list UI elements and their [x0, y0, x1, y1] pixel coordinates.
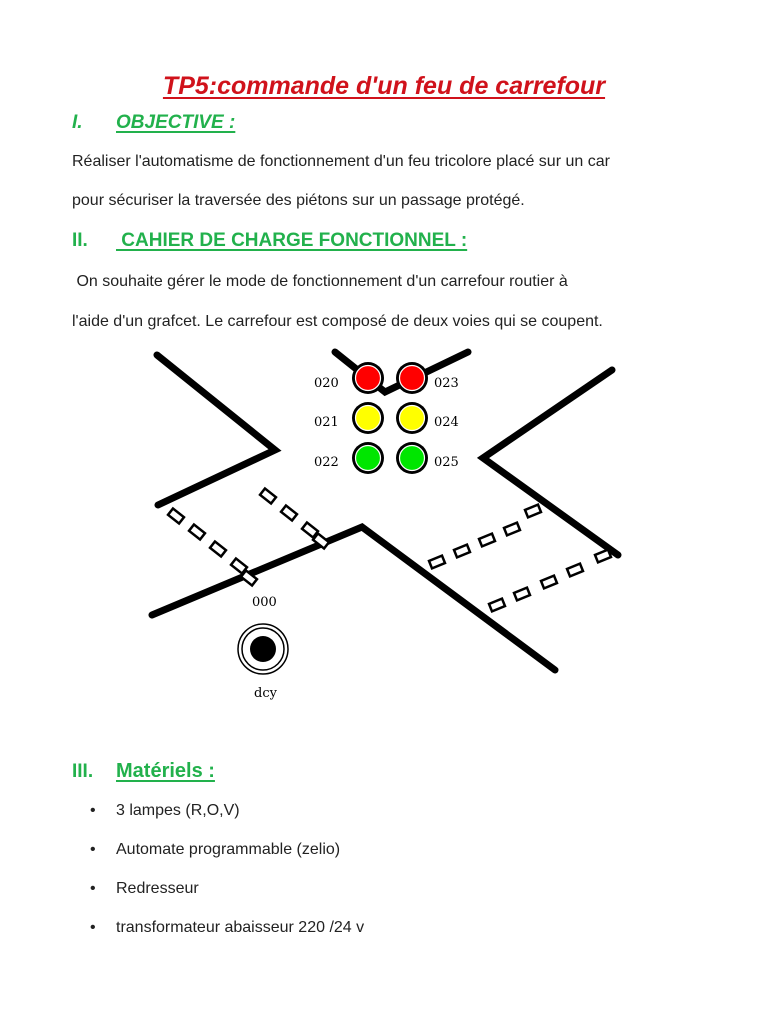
- road-edge-top-left: [157, 355, 275, 505]
- lamp-021-light: [356, 406, 381, 431]
- section-number: II.: [72, 230, 88, 251]
- list-item: • Automate programmable (zelio): [90, 841, 341, 858]
- button-label: dcy: [254, 686, 277, 701]
- list-item-text: Redresseur: [116, 880, 199, 897]
- lamp-023-label: 023: [434, 376, 459, 391]
- cahier-line-1: On souhaite gérer le mode de fonctionnement d'un carrefour routier à: [72, 273, 568, 290]
- lamp-022-light: [356, 446, 381, 471]
- section-title: Matériels :: [116, 760, 215, 782]
- crosswalk-right-upper: [429, 505, 541, 569]
- list-item-text: Automate programmable (zelio): [116, 841, 341, 858]
- section-heading-materiels: [72, 760, 215, 783]
- lamp-022: [314, 442, 384, 474]
- crosswalk-left-outer: [168, 509, 257, 586]
- lamp-024: [396, 402, 459, 434]
- crosswalk-left-inner: [260, 489, 329, 549]
- section-title: OBJECTIVE :: [116, 112, 236, 133]
- road-edges: [152, 352, 618, 670]
- lamp-024-light: [400, 406, 425, 431]
- section-number: I.: [72, 112, 83, 133]
- lamp-025-light: [400, 446, 425, 471]
- lamp-025: [396, 442, 459, 474]
- page-title: TP5:commande d'un feu de carrefour: [162, 72, 606, 100]
- lamp-023: [396, 362, 459, 394]
- lamp-020-label: 020: [314, 376, 339, 391]
- list-item: • Redresseur: [90, 880, 199, 897]
- list-item: • 3 lampes (R,O,V): [90, 802, 240, 819]
- start-button[interactable]: [238, 595, 288, 701]
- list-item-text: 3 lampes (R,O,V): [116, 802, 240, 819]
- list-item-text: transformateur abaisseur 220 /24 v: [116, 919, 365, 936]
- lamp-025-label: 025: [434, 455, 459, 470]
- traffic-lights: [314, 362, 459, 474]
- materials-list: [90, 797, 364, 953]
- objective-line-1: Réaliser l'automatisme de fonctionnement d'un feu tricolore placé sur un car: [72, 153, 610, 170]
- section-title: CAHIER DE CHARGE FONCTIONNEL :: [116, 230, 468, 251]
- lamp-020-light: [356, 366, 381, 391]
- lamp-022-label: 022: [314, 455, 339, 470]
- lamp-021: [314, 402, 384, 434]
- crosswalk-right-lower: [489, 550, 611, 612]
- list-item: • transformateur abaisseur 220 /24 v: [90, 919, 365, 936]
- start-button-cap[interactable]: [250, 636, 276, 662]
- lamp-021-label: 021: [314, 415, 339, 430]
- cahier-line-2: l'aide d'un grafcet. Le carrefour est composé de deux voies qui se coupent.: [72, 313, 603, 330]
- button-address-label: 000: [252, 595, 277, 610]
- lamp-023-light: [400, 366, 425, 391]
- lamp-024-label: 024: [434, 415, 459, 430]
- section-number: III.: [72, 761, 94, 782]
- objective-line-2: pour sécuriser la traversée des piétons sur un passage protégé.: [72, 192, 525, 209]
